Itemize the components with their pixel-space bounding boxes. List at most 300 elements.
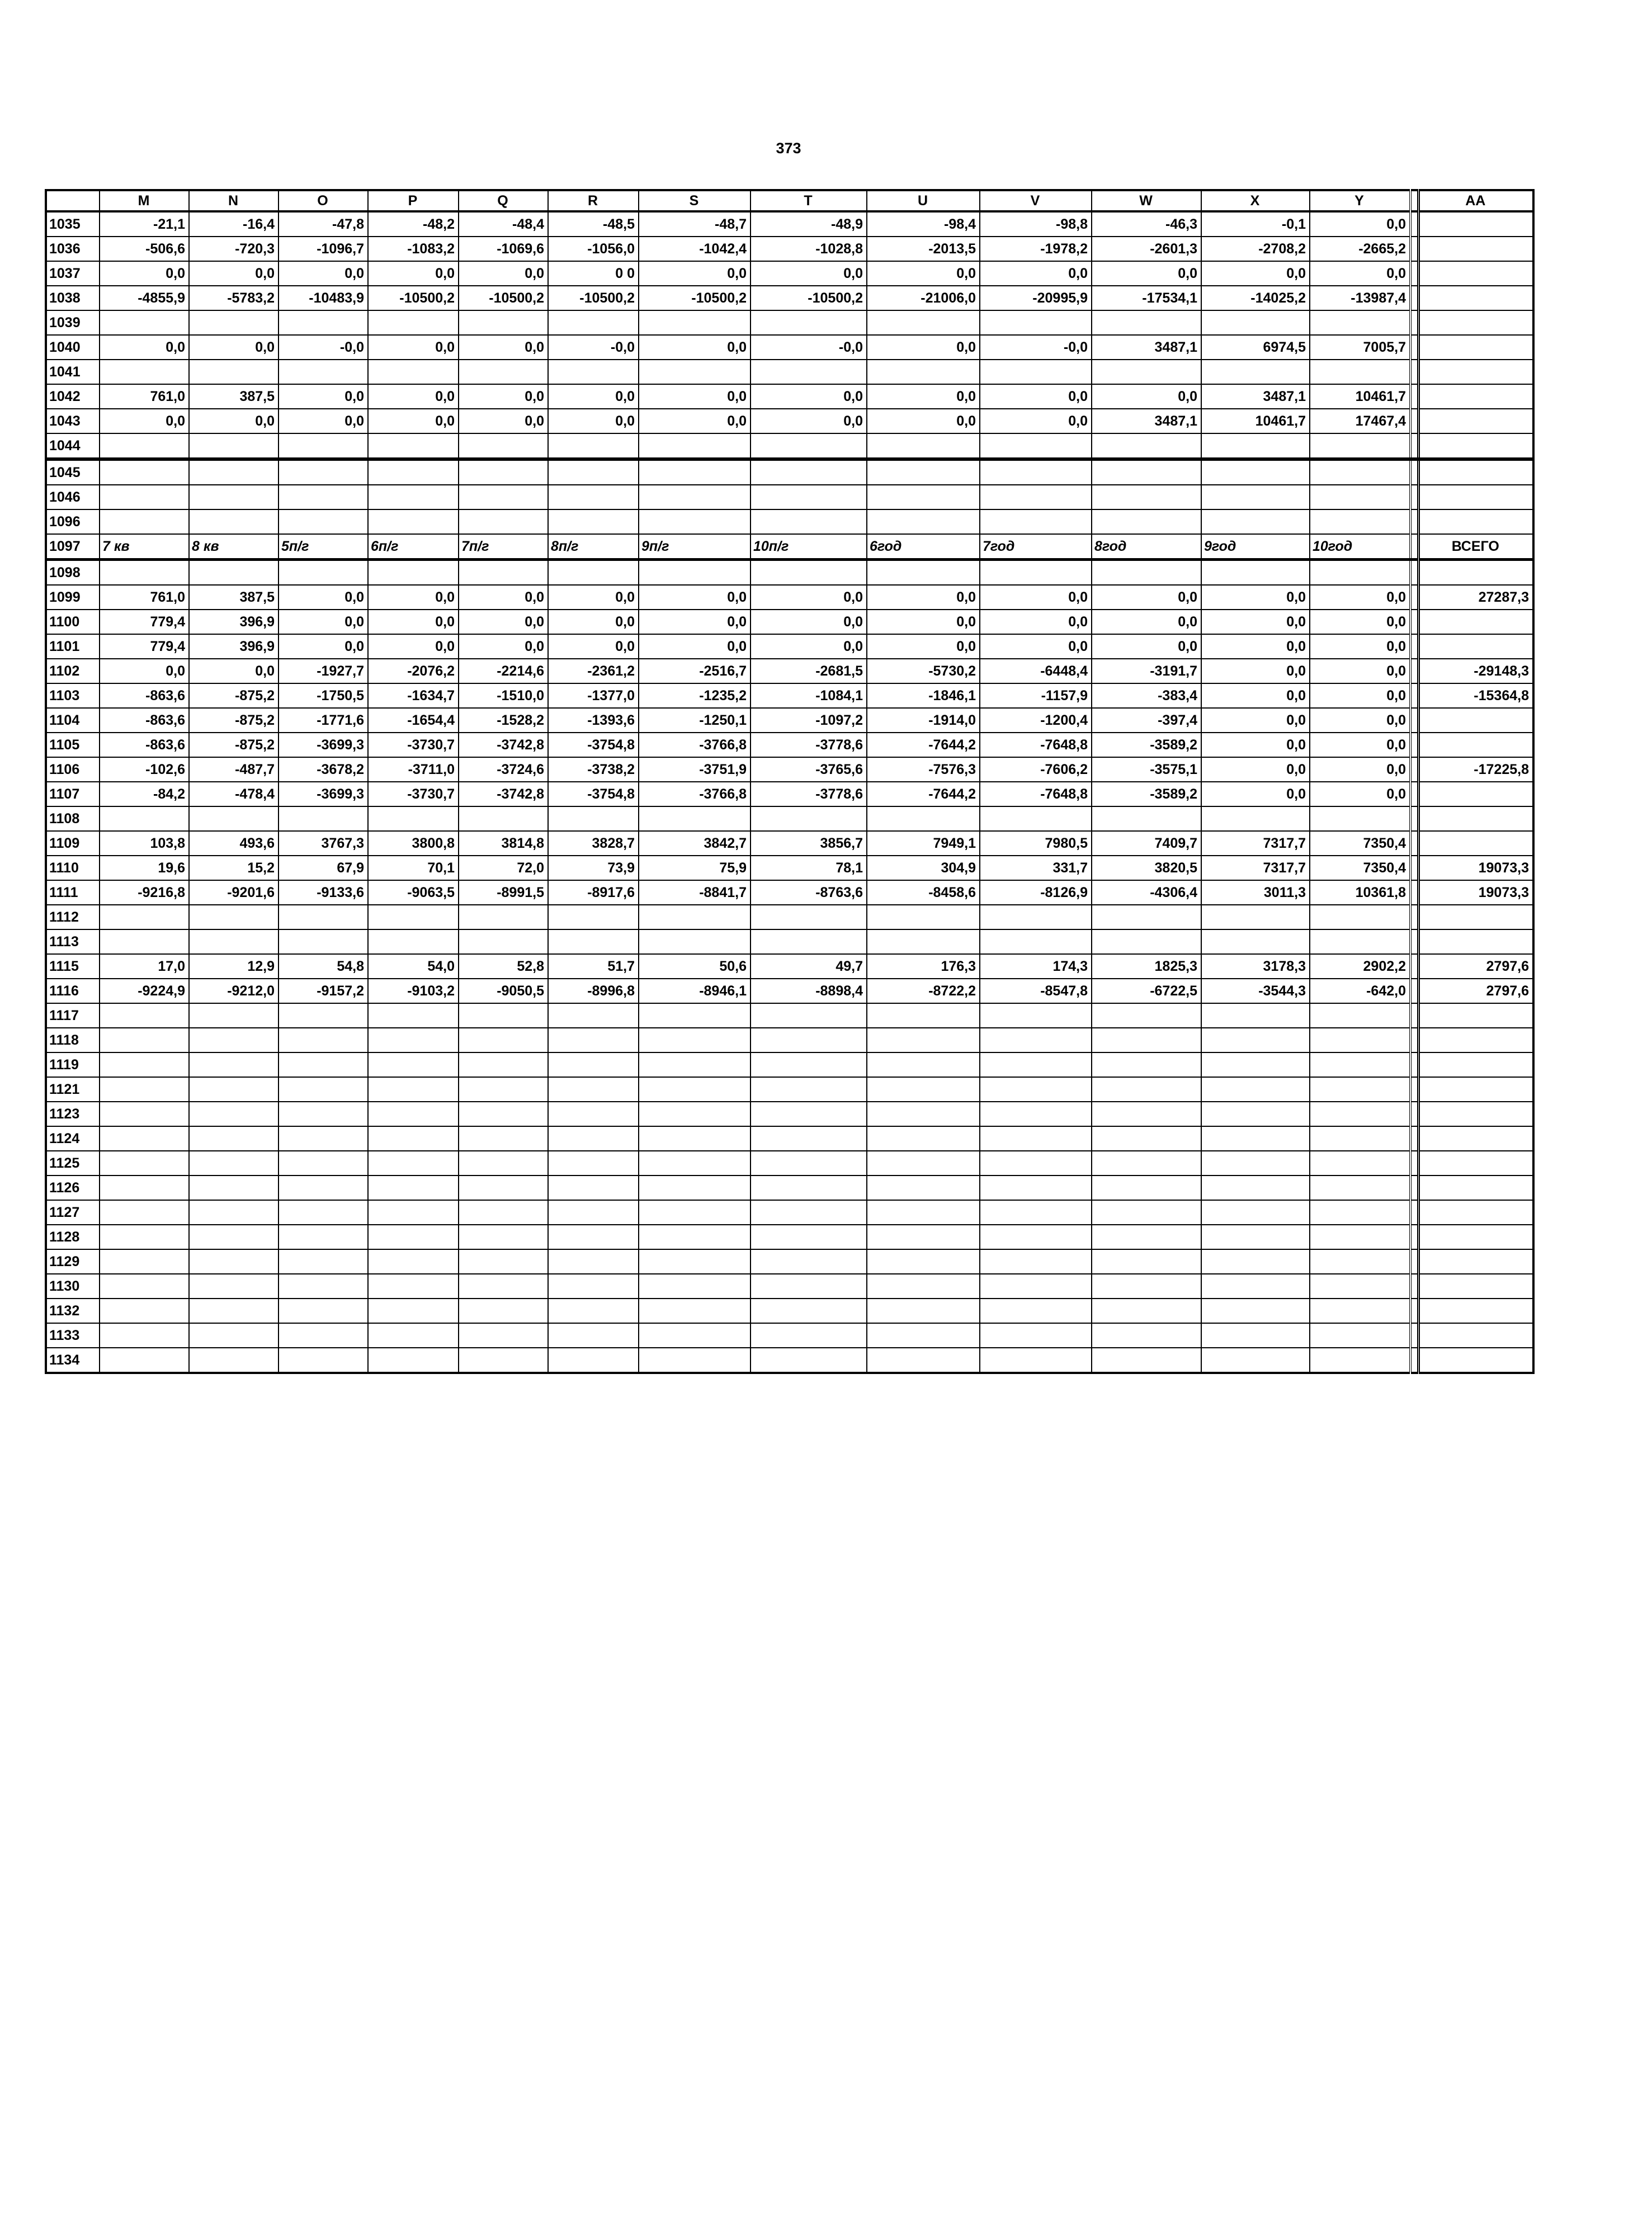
cell-u xyxy=(867,459,980,485)
cell-s: 0,0 xyxy=(639,409,751,433)
cell-m xyxy=(100,1077,189,1102)
cell-x: 0,0 xyxy=(1201,683,1310,708)
table-row xyxy=(46,1052,1533,1077)
cell-t: -1097,2 xyxy=(751,708,867,733)
cell-u xyxy=(867,1323,980,1348)
cell-v: 0,0 xyxy=(980,384,1092,409)
cell-y: 0,0 xyxy=(1310,211,1410,237)
cell-t xyxy=(751,560,867,586)
cell-v: 331,7 xyxy=(980,856,1092,880)
table-row xyxy=(46,1323,1533,1348)
cell-m xyxy=(100,1200,189,1225)
cell-aa xyxy=(1418,1077,1533,1102)
cell-n xyxy=(189,459,279,485)
table-row xyxy=(46,433,1533,459)
cell-x xyxy=(1201,1003,1310,1028)
cell-aa xyxy=(1418,509,1533,534)
cell-y xyxy=(1310,1299,1410,1323)
cell-r: -8917,6 xyxy=(548,880,639,905)
cell-aa xyxy=(1418,1200,1533,1225)
cell-t xyxy=(751,1028,867,1052)
cell-w: 0,0 xyxy=(1092,585,1201,610)
cell-w: -3191,7 xyxy=(1092,659,1201,683)
cell-v xyxy=(980,1299,1092,1323)
cell-t xyxy=(751,1126,867,1151)
cell-y xyxy=(1310,485,1410,509)
cell-p: 0,0 xyxy=(368,610,459,634)
cell-u xyxy=(867,929,980,954)
cell-u: -1914,0 xyxy=(867,708,980,733)
cell-m: 779,4 xyxy=(100,610,189,634)
cell-w xyxy=(1092,1323,1201,1348)
cell-r xyxy=(548,360,639,384)
cell-p xyxy=(368,1052,459,1077)
cell-s xyxy=(639,459,751,485)
cell-r xyxy=(548,1299,639,1323)
cell-v xyxy=(980,433,1092,459)
table-row xyxy=(46,634,1533,659)
cell-s: -2516,7 xyxy=(639,659,751,683)
cell-n xyxy=(189,485,279,509)
table-row xyxy=(46,708,1533,733)
cell-o: 0,0 xyxy=(279,409,368,433)
cell-y: 10461,7 xyxy=(1310,384,1410,409)
cell-w: -3575,1 xyxy=(1092,757,1201,782)
cell-q: -3742,8 xyxy=(459,782,548,806)
hidden-columns-separator xyxy=(1410,659,1418,683)
cell-s xyxy=(639,1200,751,1225)
hidden-columns-separator xyxy=(1410,1003,1418,1028)
row-number: 1045 xyxy=(46,459,100,485)
column-header-q: Q xyxy=(459,190,548,211)
cell-r: 3828,7 xyxy=(548,831,639,856)
cell-r xyxy=(548,1052,639,1077)
cell-u: 0,0 xyxy=(867,610,980,634)
cell-v: 0,0 xyxy=(980,409,1092,433)
cell-u xyxy=(867,1249,980,1274)
cell-p xyxy=(368,459,459,485)
row-number: 1110 xyxy=(46,856,100,880)
hidden-columns-separator xyxy=(1410,360,1418,384)
cell-o xyxy=(279,360,368,384)
cell-u xyxy=(867,1200,980,1225)
cell-u xyxy=(867,1126,980,1151)
cell-n xyxy=(189,1299,279,1323)
cell-m xyxy=(100,1102,189,1126)
hidden-columns-separator xyxy=(1410,1274,1418,1299)
cell-n xyxy=(189,929,279,954)
cell-n xyxy=(189,433,279,459)
cell-aa xyxy=(1418,610,1533,634)
cell-o xyxy=(279,1151,368,1175)
cell-x xyxy=(1201,1175,1310,1200)
cell-r xyxy=(548,459,639,485)
cell-n xyxy=(189,509,279,534)
cell-u: -21006,0 xyxy=(867,286,980,310)
cell-r: 0,0 xyxy=(548,634,639,659)
cell-o xyxy=(279,1323,368,1348)
hidden-columns-separator xyxy=(1410,905,1418,929)
cell-m xyxy=(100,1175,189,1200)
cell-p: -9063,5 xyxy=(368,880,459,905)
cell-v: 7год xyxy=(980,534,1092,560)
cell-s xyxy=(639,1151,751,1175)
table-row xyxy=(46,1102,1533,1126)
hidden-columns-separator xyxy=(1410,1126,1418,1151)
cell-m xyxy=(100,1299,189,1323)
cell-n xyxy=(189,1003,279,1028)
cell-s xyxy=(639,929,751,954)
cell-p: 0,0 xyxy=(368,261,459,286)
cell-r xyxy=(548,1323,639,1348)
row-number: 1111 xyxy=(46,880,100,905)
cell-w xyxy=(1092,1028,1201,1052)
cell-w xyxy=(1092,1299,1201,1323)
cell-m xyxy=(100,1225,189,1249)
cell-s: -1042,4 xyxy=(639,237,751,261)
cell-r: 0,0 xyxy=(548,384,639,409)
column-header-n: N xyxy=(189,190,279,211)
cell-w: -383,4 xyxy=(1092,683,1201,708)
cell-s: -1250,1 xyxy=(639,708,751,733)
cell-n: 12,9 xyxy=(189,954,279,979)
cell-q xyxy=(459,1028,548,1052)
table-row xyxy=(46,459,1533,485)
cell-t xyxy=(751,1249,867,1274)
spreadsheet-table xyxy=(45,189,1535,1374)
cell-w xyxy=(1092,433,1201,459)
cell-x: 0,0 xyxy=(1201,733,1310,757)
cell-r: -8996,8 xyxy=(548,979,639,1003)
cell-p xyxy=(368,1151,459,1175)
cell-aa xyxy=(1418,384,1533,409)
cell-t xyxy=(751,1175,867,1200)
cell-x: 0,0 xyxy=(1201,659,1310,683)
cell-o: 3767,3 xyxy=(279,831,368,856)
cell-m xyxy=(100,1249,189,1274)
row-number: 1035 xyxy=(46,211,100,237)
cell-q xyxy=(459,1077,548,1102)
cell-o xyxy=(279,1003,368,1028)
cell-u: -8458,6 xyxy=(867,880,980,905)
hidden-columns-separator xyxy=(1410,310,1418,335)
cell-t xyxy=(751,1003,867,1028)
cell-n: 387,5 xyxy=(189,384,279,409)
cell-x xyxy=(1201,560,1310,586)
cell-w xyxy=(1092,806,1201,831)
cell-m: 0,0 xyxy=(100,409,189,433)
row-number: 1099 xyxy=(46,585,100,610)
cell-q: 3814,8 xyxy=(459,831,548,856)
column-header-t: T xyxy=(751,190,867,211)
table-row xyxy=(46,237,1533,261)
cell-p xyxy=(368,905,459,929)
cell-u xyxy=(867,1003,980,1028)
cell-v xyxy=(980,1323,1092,1348)
hidden-columns-separator xyxy=(1410,757,1418,782)
table-row xyxy=(46,979,1533,1003)
cell-q xyxy=(459,905,548,929)
cell-q xyxy=(459,1126,548,1151)
cell-v: -8547,8 xyxy=(980,979,1092,1003)
cell-v: 7980,5 xyxy=(980,831,1092,856)
table-row xyxy=(46,1348,1533,1373)
cell-q: 0,0 xyxy=(459,409,548,433)
table-row xyxy=(46,409,1533,433)
cell-m xyxy=(100,560,189,586)
cell-q: 0,0 xyxy=(459,384,548,409)
hidden-columns-separator xyxy=(1410,1200,1418,1225)
cell-y xyxy=(1310,1102,1410,1126)
table-row xyxy=(46,806,1533,831)
cell-s: -3766,8 xyxy=(639,782,751,806)
table-row xyxy=(46,585,1533,610)
cell-m xyxy=(100,310,189,335)
row-number: 1040 xyxy=(46,335,100,360)
cell-aa: 2797,6 xyxy=(1418,979,1533,1003)
cell-aa xyxy=(1418,708,1533,733)
row-number: 1044 xyxy=(46,433,100,459)
cell-x: -2708,2 xyxy=(1201,237,1310,261)
cell-v xyxy=(980,485,1092,509)
cell-v: -7648,8 xyxy=(980,733,1092,757)
cell-t: 0,0 xyxy=(751,585,867,610)
cell-q xyxy=(459,1348,548,1373)
cell-v xyxy=(980,929,1092,954)
cell-w: 0,0 xyxy=(1092,634,1201,659)
cell-p: -3730,7 xyxy=(368,733,459,757)
cell-t: -3778,6 xyxy=(751,733,867,757)
cell-p: -1634,7 xyxy=(368,683,459,708)
cell-n: 0,0 xyxy=(189,409,279,433)
cell-y xyxy=(1310,1077,1410,1102)
row-number: 1096 xyxy=(46,509,100,534)
cell-y: 10год xyxy=(1310,534,1410,560)
hidden-columns-separator xyxy=(1410,1225,1418,1249)
cell-r xyxy=(548,905,639,929)
cell-u: 0,0 xyxy=(867,409,980,433)
cell-v xyxy=(980,509,1092,534)
cell-v: 0,0 xyxy=(980,634,1092,659)
cell-t xyxy=(751,1102,867,1126)
table-row xyxy=(46,335,1533,360)
cell-q: -8991,5 xyxy=(459,880,548,905)
cell-n xyxy=(189,1175,279,1200)
cell-p xyxy=(368,1299,459,1323)
cell-s: 0,0 xyxy=(639,335,751,360)
cell-m xyxy=(100,1028,189,1052)
hidden-columns-separator xyxy=(1410,634,1418,659)
cell-y: 0,0 xyxy=(1310,634,1410,659)
hidden-columns-separator xyxy=(1410,1052,1418,1077)
table-row xyxy=(46,534,1533,560)
cell-r xyxy=(548,1249,639,1274)
cell-q xyxy=(459,360,548,384)
cell-s: -1235,2 xyxy=(639,683,751,708)
row-number: 1117 xyxy=(46,1003,100,1028)
cell-n xyxy=(189,905,279,929)
cell-aa xyxy=(1418,782,1533,806)
cell-t: 0,0 xyxy=(751,634,867,659)
cell-o: 54,8 xyxy=(279,954,368,979)
hidden-columns-separator xyxy=(1410,610,1418,634)
table-row xyxy=(46,1003,1533,1028)
cell-y: 7350,4 xyxy=(1310,831,1410,856)
cell-o: 0,0 xyxy=(279,261,368,286)
cell-p: -3730,7 xyxy=(368,782,459,806)
cell-y: 0,0 xyxy=(1310,708,1410,733)
cell-q: -2214,6 xyxy=(459,659,548,683)
cell-y xyxy=(1310,905,1410,929)
cell-v: 0,0 xyxy=(980,610,1092,634)
cell-v xyxy=(980,1052,1092,1077)
table-row xyxy=(46,1200,1533,1225)
cell-w xyxy=(1092,310,1201,335)
cell-v xyxy=(980,560,1092,586)
cell-x xyxy=(1201,459,1310,485)
cell-w: 3487,1 xyxy=(1092,409,1201,433)
cell-p: 0,0 xyxy=(368,585,459,610)
cell-v: 0,0 xyxy=(980,585,1092,610)
cell-aa xyxy=(1418,286,1533,310)
table-row xyxy=(46,757,1533,782)
cell-y xyxy=(1310,1028,1410,1052)
cell-t: -3778,6 xyxy=(751,782,867,806)
cell-y xyxy=(1310,1200,1410,1225)
cell-t: 78,1 xyxy=(751,856,867,880)
cell-p xyxy=(368,360,459,384)
cell-n xyxy=(189,1200,279,1225)
cell-t: -2681,5 xyxy=(751,659,867,683)
cell-u: 0,0 xyxy=(867,634,980,659)
cell-x xyxy=(1201,1299,1310,1323)
row-number: 1106 xyxy=(46,757,100,782)
cell-r: 0,0 xyxy=(548,610,639,634)
cell-n: -720,3 xyxy=(189,237,279,261)
cell-m: -9224,9 xyxy=(100,979,189,1003)
cell-u xyxy=(867,1348,980,1373)
table-row xyxy=(46,1274,1533,1299)
cell-r: 73,9 xyxy=(548,856,639,880)
cell-w: 8год xyxy=(1092,534,1201,560)
cell-x xyxy=(1201,929,1310,954)
cell-p xyxy=(368,1126,459,1151)
cell-aa xyxy=(1418,1151,1533,1175)
table-row xyxy=(46,211,1533,237)
cell-m: 0,0 xyxy=(100,335,189,360)
cell-x: 0,0 xyxy=(1201,261,1310,286)
cell-n xyxy=(189,806,279,831)
cell-q xyxy=(459,433,548,459)
cell-v xyxy=(980,1348,1092,1373)
cell-t: 0,0 xyxy=(751,261,867,286)
cell-q xyxy=(459,1323,548,1348)
cell-x xyxy=(1201,1348,1310,1373)
cell-x xyxy=(1201,1102,1310,1126)
cell-t xyxy=(751,360,867,384)
cell-t: 3856,7 xyxy=(751,831,867,856)
cell-n xyxy=(189,1052,279,1077)
cell-t xyxy=(751,433,867,459)
row-number: 1042 xyxy=(46,384,100,409)
cell-n: -478,4 xyxy=(189,782,279,806)
cell-r: -3754,8 xyxy=(548,782,639,806)
cell-t: 10п/г xyxy=(751,534,867,560)
cell-n: 493,6 xyxy=(189,831,279,856)
cell-x: 9год xyxy=(1201,534,1310,560)
cell-aa: ВСЕГО xyxy=(1418,534,1533,560)
cell-w xyxy=(1092,1175,1201,1200)
cell-w xyxy=(1092,1052,1201,1077)
cell-y: 10361,8 xyxy=(1310,880,1410,905)
cell-m xyxy=(100,1151,189,1175)
cell-x: 7317,7 xyxy=(1201,831,1310,856)
cell-y xyxy=(1310,1175,1410,1200)
table-row xyxy=(46,1249,1533,1274)
cell-x xyxy=(1201,1126,1310,1151)
cell-y: 0,0 xyxy=(1310,610,1410,634)
cell-aa xyxy=(1418,1225,1533,1249)
cell-u xyxy=(867,806,980,831)
cell-m: -506,6 xyxy=(100,237,189,261)
cell-o xyxy=(279,1052,368,1077)
cell-q: 0,0 xyxy=(459,335,548,360)
cell-y: 0,0 xyxy=(1310,733,1410,757)
cell-o xyxy=(279,485,368,509)
cell-x xyxy=(1201,485,1310,509)
cell-r: -1393,6 xyxy=(548,708,639,733)
cell-v: 0,0 xyxy=(980,261,1092,286)
cell-s: -3751,9 xyxy=(639,757,751,782)
cell-x: 0,0 xyxy=(1201,610,1310,634)
cell-aa xyxy=(1418,310,1533,335)
cell-u xyxy=(867,360,980,384)
cell-x xyxy=(1201,806,1310,831)
column-header-x: X xyxy=(1201,190,1310,211)
cell-s: 0,0 xyxy=(639,384,751,409)
cell-m: -9216,8 xyxy=(100,880,189,905)
cell-q xyxy=(459,1052,548,1077)
cell-x xyxy=(1201,1151,1310,1175)
cell-s xyxy=(639,560,751,586)
cell-m xyxy=(100,929,189,954)
cell-aa xyxy=(1418,634,1533,659)
cell-y xyxy=(1310,929,1410,954)
cell-y xyxy=(1310,360,1410,384)
cell-x: 3487,1 xyxy=(1201,384,1310,409)
cell-m: -102,6 xyxy=(100,757,189,782)
cell-y xyxy=(1310,310,1410,335)
cell-y: -642,0 xyxy=(1310,979,1410,1003)
cell-r xyxy=(548,1225,639,1249)
cell-t: -8763,6 xyxy=(751,880,867,905)
cell-w: -3589,2 xyxy=(1092,733,1201,757)
cell-v xyxy=(980,1175,1092,1200)
cell-r xyxy=(548,1274,639,1299)
cell-aa: 19073,3 xyxy=(1418,856,1533,880)
row-number: 1036 xyxy=(46,237,100,261)
cell-w xyxy=(1092,1102,1201,1126)
cell-o: -1927,7 xyxy=(279,659,368,683)
row-number: 1134 xyxy=(46,1348,100,1373)
cell-p: -3711,0 xyxy=(368,757,459,782)
cell-t xyxy=(751,1348,867,1373)
cell-aa xyxy=(1418,1052,1533,1077)
cell-o xyxy=(279,1249,368,1274)
cell-y xyxy=(1310,509,1410,534)
cell-v: -7648,8 xyxy=(980,782,1092,806)
cell-w xyxy=(1092,1274,1201,1299)
